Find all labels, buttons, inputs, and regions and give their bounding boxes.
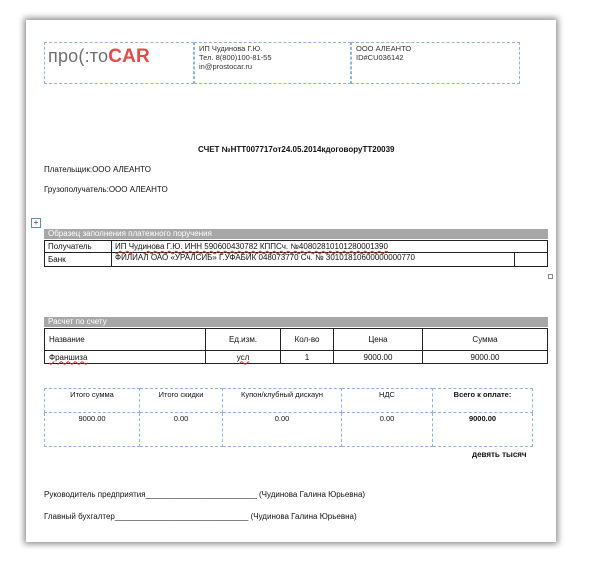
table-row	[45, 241, 548, 253]
logo-cell	[44, 42, 194, 84]
cell-qty: 1	[281, 351, 334, 364]
table-row	[45, 253, 548, 267]
invoice-page	[26, 20, 556, 542]
table-move-handle[interactable]: +	[31, 218, 41, 228]
invoice-title: СЧЕТ №НТТ007717от24.05.2014кдоговоруТТ20039	[198, 145, 395, 154]
coupon-value: 0.00	[223, 413, 342, 447]
company-cell	[194, 42, 351, 84]
col-price: Цена	[334, 329, 423, 351]
total-discount-value: 0.00	[140, 413, 223, 447]
accountant-signature: Главный бухгалтер______________________________ (Чудинова Галина Юрьевна)	[44, 512, 357, 521]
payment-table	[44, 240, 548, 267]
client-id: ID#CU036142	[356, 53, 404, 62]
total-sum-header: Итого сумма	[45, 389, 140, 413]
amount-in-words: девять тысяч	[472, 450, 527, 459]
total-sum-value: 9000.00	[45, 413, 140, 447]
col-unit: Ед.изм.	[206, 329, 281, 351]
table-row	[45, 389, 533, 413]
grand-total-header: Всего к оплате:	[433, 389, 533, 413]
table-row	[45, 351, 548, 364]
cell-unit: усл	[206, 351, 281, 364]
cell-price: 9000.00	[334, 351, 423, 364]
payer-line: Плательщик:ООО АЛЕАНТО	[44, 165, 151, 174]
bank-label: Банк	[45, 253, 112, 267]
bank-value: ФИЛИАЛ ОАО «УРАЛСИБ» Г.УФАБИК 048073770 Сч. № 30101810600000000770	[112, 253, 515, 267]
account-band: Расчет по счету	[44, 317, 548, 327]
company-name: ИП Чудинова Г.Ю.	[199, 44, 263, 53]
company-phone: Тел. 8(800)100-81-55	[199, 53, 272, 62]
table-row	[45, 413, 533, 447]
cell-name: Франшиза	[45, 351, 206, 364]
col-sum: Сумма	[423, 329, 548, 351]
client-name: ООО АЛЕАНТО	[356, 44, 412, 53]
consignee-line: Грузополучатель:ООО АЛЕАНТО	[44, 185, 168, 194]
totals-table	[44, 388, 533, 447]
recipient-label: Получатель	[45, 241, 112, 253]
recipient-value: ИП Чудинова Г.Ю. ИНН 590600430782 КППСч. №40802810101280001390	[112, 241, 548, 253]
grand-total-value: 9000.00	[433, 413, 533, 447]
coupon-header: Купон/клубный дискаун	[223, 389, 342, 413]
payment-band: Образец заполнения платежного поручения	[44, 229, 548, 239]
client-cell	[351, 42, 520, 84]
account-table	[44, 328, 548, 364]
table-row	[45, 329, 548, 351]
vat-header: НДС	[342, 389, 433, 413]
total-discount-header: Итого скидки	[140, 389, 223, 413]
vat-value: 0.00	[342, 413, 433, 447]
logo: про(:тоCAR	[48, 46, 150, 67]
director-signature: Руководитель предприятия_________________________ (Чудинова Галина Юрьевна)	[44, 490, 366, 499]
cell-sum: 9000.00	[423, 351, 548, 364]
company-email: in@prostocar.ru	[199, 62, 253, 71]
col-qty: Кол-во	[281, 329, 334, 351]
table-resize-handle[interactable]	[548, 274, 553, 279]
col-name: Название	[45, 329, 206, 351]
